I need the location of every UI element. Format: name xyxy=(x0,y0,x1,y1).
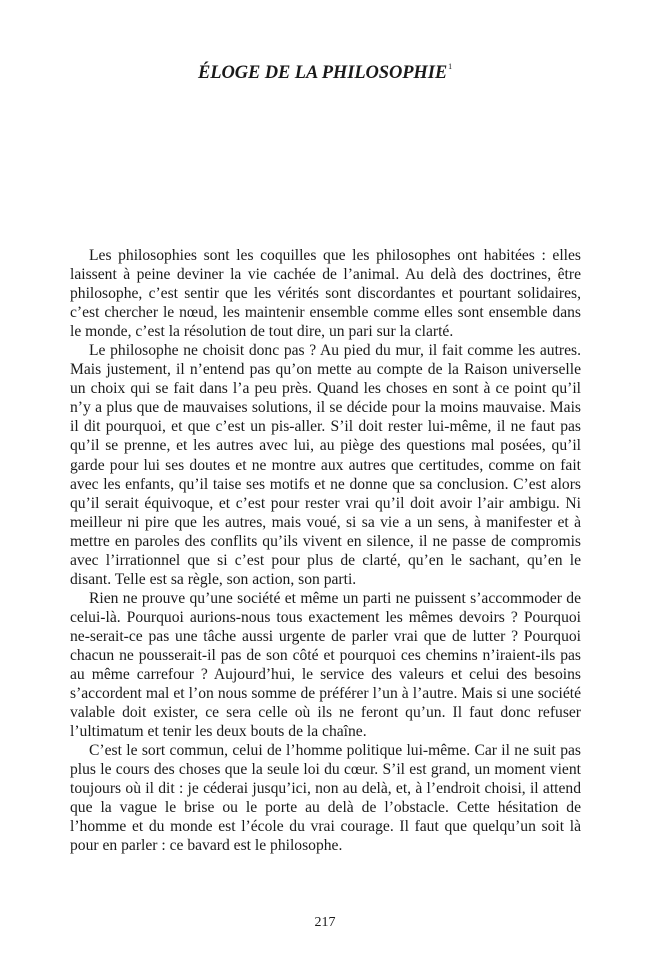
page-number: 217 xyxy=(314,915,336,930)
paragraph-1: Les philosophies sont les coquilles que les philosophes ont habitées : elles laissent à peine deviner la vie cachée de l’animal. Au delà des doctrines, être philosophe, c’est sentir que les vérités sont discordantes et pourtant solidaires, c’est chercher le nœud, les maintenir ensemble comme elles sont ensemble dans le monde, c’est la résolution de tout dire, un pari sur la clarté. xyxy=(70,247,581,341)
paragraph-3: Rien ne prouve qu’une société et même un parti ne puissent s’accommoder de celui-là. Pourquoi aurions-nous tous exactement les mêmes devoirs ? Pourquoi ne-serait-ce pas une tâche aussi urgente de parler vrai que de lutter ? Pourquoi chacun ne pousserait-il pas de son côté et pourquoi ces chemins n’iraient-ils pas au même carrefour ? Aujourd’hui, le service des valeurs et celui des besoins s’accordent mal et l’on nous somme de préférer l’un à l’autre. Mais si une société valable doit exister, ce sera celle où ils ne feront qu’un. Il faut donc refuser l’ultimatum et tenir les deux bouts de la chaîne. xyxy=(70,589,581,741)
paragraph-4: C’est le sort commun, celui de l’homme politique lui-même. Car il ne suit pas plus le cours des choses que la seule loi du cœur. S’il est grand, un moment vient toujours où il dit : je céderai jusqu’ici, non au delà, et, à l’endroit choisi, il attend que la vague le brise ou le porte au delà de l’obstacle. Cette hésitation de l’homme et du monde est l’école du vrai courage. Il faut que quelqu’un soit là pour en parler : ce bavard est le philosophe. xyxy=(70,742,581,855)
chapter-title-text: ÉLOGE DE LA PHILOSOPHIE xyxy=(198,63,448,83)
chapter-title xyxy=(0,62,650,84)
paragraph-2: Le philosophe ne choisit donc pas ? Au pied du mur, il fait comme les autres. Mais justement, il n’entend pas qu’on mette au compte de la Raison universelle un choix qui se fait dans l’a peu près. Quand les choses en sont à ce point qu’il n’y a plus que de mauvaises solutions, il se décide pour la moins mauvaise. Mais il dit pourquoi, et que c’est un pis-aller. S’il doit rester lui-même, il ne faut pas qu’il se prenne, et les autres avec lui, au piège des questions mal posées, qu’il garde pour lui ses doutes et ne montre aux autres que certitudes, comme on fait avec les enfants, qu’il taise ses motifs et ne donne que sa conclusion. C’est alors qu’il serait équivoque, et c’est pour rester vrai qu’il doit avoir l’air ambigu. Ni meilleur ni pire que les autres, mais voué, si sa vie a un sens, à manifester et à mettre en paroles des conflits qu’ils vivent en silence, il ne passe de compromis avec l’irrationnel que si c’est pour plus de clarté, qu’en le sachant, qu’en le disant. Telle est sa règle, son action, son parti. xyxy=(70,342,581,588)
footnote-marker: 1 xyxy=(448,62,452,71)
body-text xyxy=(70,246,581,856)
